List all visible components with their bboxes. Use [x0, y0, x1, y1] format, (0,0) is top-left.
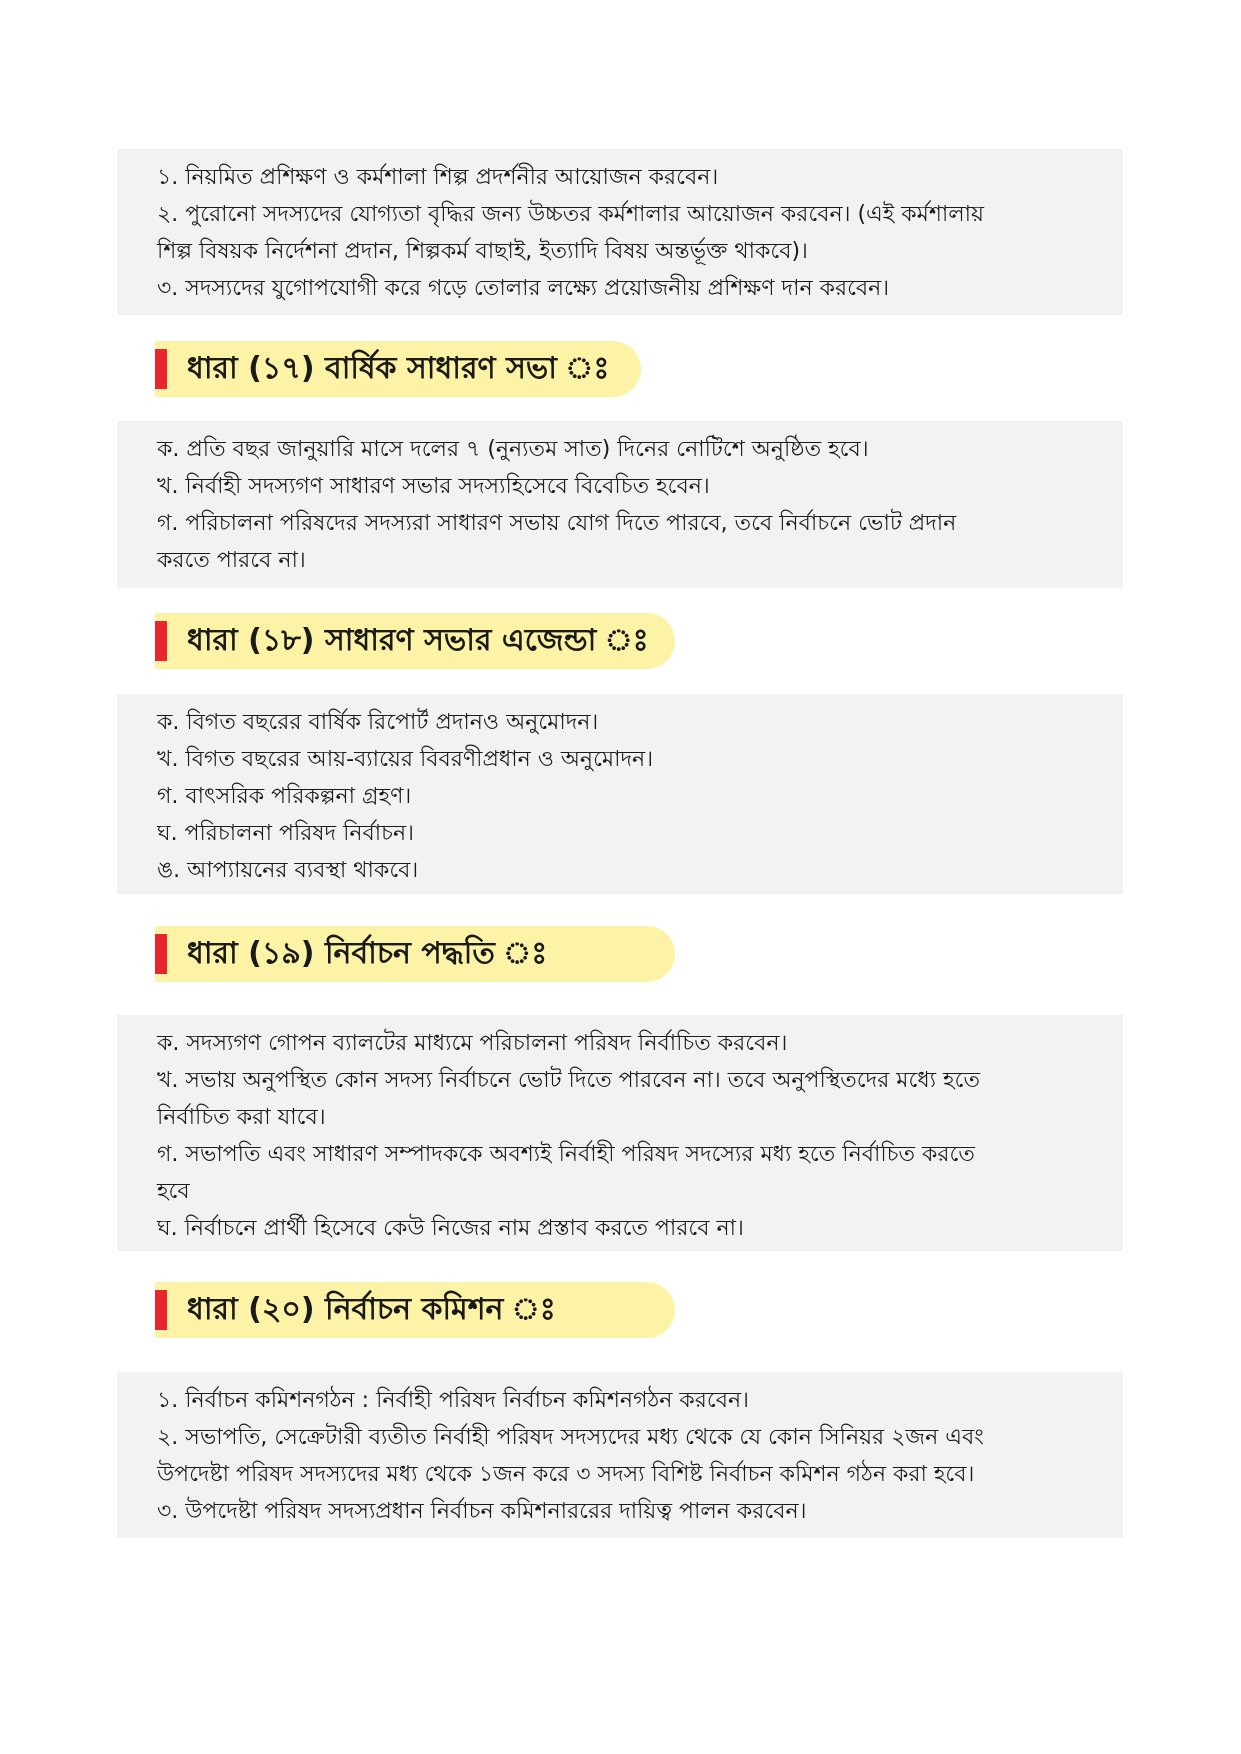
list-item: ১. নিয়মিত প্রশিক্ষণ ও কর্মশালা শিল্প প্রদর্শনীর আয়োজন করবেন। [157, 165, 719, 190]
list-item: করতে পারবে না। [157, 548, 306, 573]
list-item: ১. নির্বাচন কমিশনগঠন : নির্বাহী পরিষদ নির্বাচন কমিশনগঠন করবেন। [157, 1388, 749, 1413]
list-item: ২. সভাপতি, সেক্রেটারী ব্যতীত নির্বাহী পরিষদ সদস্যদের মধ্য থেকে যে কোন সিনিয়র ২জন এবং [157, 1425, 984, 1450]
list-item: ঙ. আপ্যায়নের ব্যবস্থা থাকবে। [157, 858, 419, 883]
section-17-box [117, 421, 1123, 588]
list-item: নির্বাচিত করা যাবে। [157, 1105, 326, 1130]
section-18-box [117, 694, 1123, 894]
list-item: খ. নির্বাহী সদস্যগণ সাধারণ সভার সদস্যহিসেবে বিবেচিত হবেন। [157, 474, 710, 499]
list-item: খ. সভায় অনুপস্থিত কোন সদস্য নির্বাচনে ভোট দিতে পারবেন না। তবে অনুপস্থিতদের মধ্যে হতে [157, 1068, 980, 1093]
list-item: ক. বিগত বছরের বার্ষিক রিপোর্ট প্রদানও অনুমোদন। [157, 710, 599, 735]
list-item: ক. সদস্যগণ গোপন ব্যালটের মাধ্যমে পরিচালনা পরিষদ নির্বাচিত করবেন। [157, 1031, 788, 1056]
section-20-title: ধারা (২০) নির্বাচন কমিশন ঃ [187, 1292, 556, 1327]
list-item: গ. বাৎসরিক পরিকল্পনা গ্রহণ। [157, 784, 412, 809]
list-item: গ. পরিচালনা পরিষদের সদস্যরা সাধারণ সভায় যোগ দিতে পারবে, তবে নির্বাচনে ভোট প্রদান [157, 511, 957, 536]
heading-accent-bar [155, 621, 167, 661]
training-list-box [117, 149, 1123, 315]
list-item: ঘ. পরিচালনা পরিষদ নির্বাচন। [157, 821, 414, 846]
list-item: গ. সভাপতি এবং সাধারণ সম্পাদককে অবশ্যই নির্বাহী পরিষদ সদস্যের মধ্য হতে নির্বাচিত করতে [157, 1142, 975, 1167]
section-17-title: ধারা (১৭) বার্ষিক সাধারণ সভা ঃ [187, 351, 610, 386]
heading-accent-bar [155, 934, 167, 974]
heading-accent-bar [155, 1290, 167, 1330]
list-item: ২. পুরোনো সদস্যদের যোগ্যতা বৃদ্ধির জন্য উচ্চতর কর্মশালার আয়োজন করবেন। (এই কর্মশালায় [157, 202, 984, 227]
section-18-heading [155, 613, 675, 669]
list-item: খ. বিগত বছরের আয়-ব্যায়ের বিবরণীপ্রধান ও অনুমোদন। [157, 747, 654, 772]
section-17-heading [155, 341, 641, 397]
list-item: হবে [157, 1179, 190, 1204]
section-20-box [117, 1372, 1123, 1538]
list-item: ৩. সদস্যদের যুগোপযোগী করে গড়ে তোলার লক্ষ্যে প্রয়োজনীয় প্রশিক্ষণ দান করবেন। [157, 276, 890, 301]
heading-accent-bar [155, 349, 167, 389]
list-item: ৩. উপদেষ্টা পরিষদ সদস্যপ্রধান নির্বাচন কমিশনাররের দায়িত্ব পালন করবেন। [157, 1499, 807, 1524]
list-item: উপদেষ্টা পরিষদ সদস্যদের মধ্য থেকে ১জন করে ৩ সদস্য বিশিষ্ট নির্বাচন কমিশন গঠন করা হবে। [157, 1462, 975, 1487]
list-item: ক. প্রতি বছর জানুয়ারি মাসে দলের ৭ (নুন্যতম সাত) দিনের নোটিশে অনুষ্ঠিত হবে। [157, 437, 869, 462]
list-item: শিল্প বিষয়ক নির্দেশনা প্রদান, শিল্পকর্ম বাছাই, ইত্যাদি বিষয় অন্তর্ভূক্ত থাকবে)। [157, 239, 808, 264]
section-19-box [117, 1015, 1123, 1251]
section-19-heading [155, 926, 675, 982]
list-item: ঘ. নির্বাচনে প্রার্থী হিসেবে কেউ নিজের নাম প্রস্তাব করতে পারবে না। [157, 1216, 744, 1241]
section-18-title: ধারা (১৮) সাধারণ সভার এজেন্ডা ঃ [187, 623, 649, 658]
section-19-title: ধারা (১৯) নির্বাচন পদ্ধতি ঃ [187, 936, 548, 971]
section-20-heading [155, 1282, 675, 1338]
